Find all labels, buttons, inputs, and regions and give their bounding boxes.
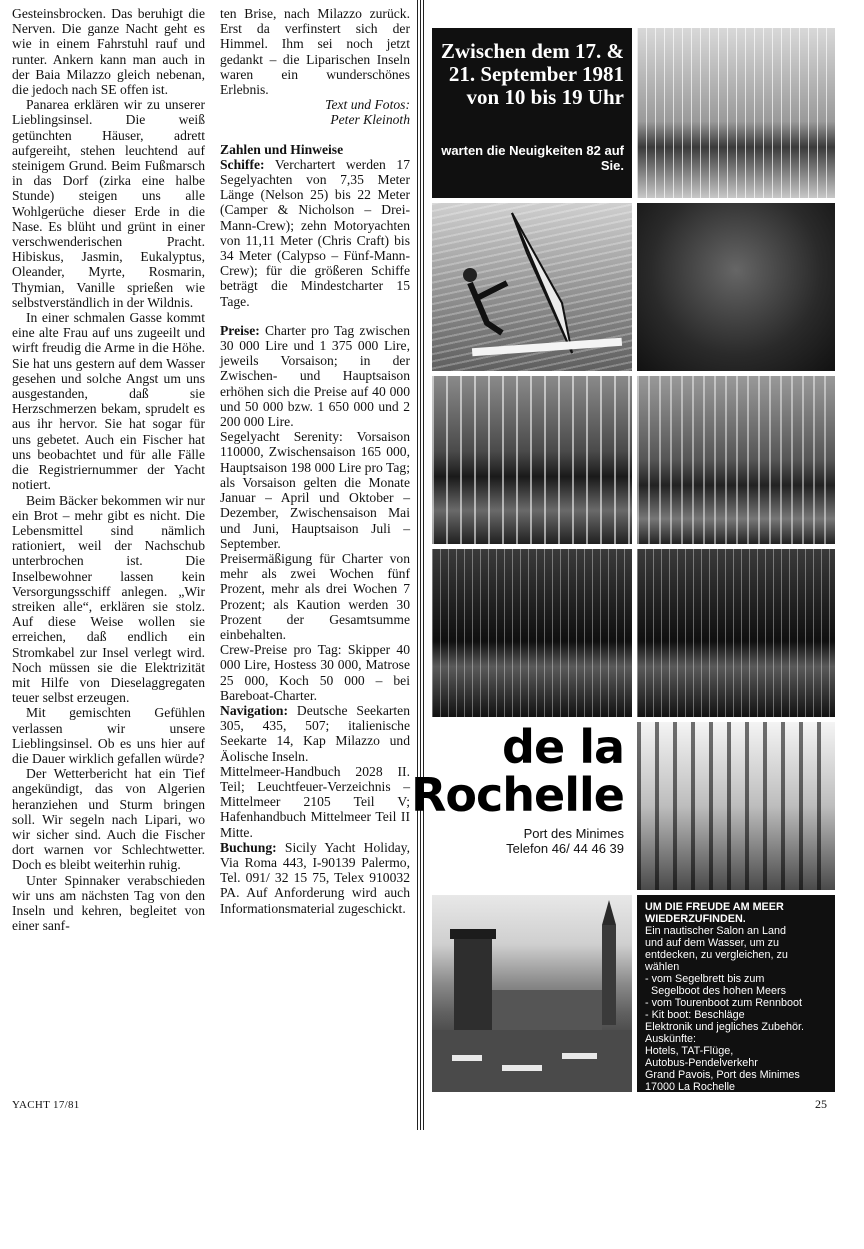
handbook-text: Mittelmeer-Handbuch 2028 II. Teil; Leuchtfeuer-Verzeichnis – Mittelmeer 2105 Teil V; Hafenhandbuch Mittelmeer Teil II Mitte.: [220, 763, 410, 840]
info-line: - vom Segelbrett bis zum: [645, 973, 765, 985]
author-name: Peter Kleinoth: [330, 112, 410, 128]
masts-photo-right: [637, 376, 835, 544]
info-line: Ein nautischer Salon an Land: [645, 925, 787, 937]
marina-photo: [637, 28, 835, 198]
info-line: - vom Tourenboot zum Rennboot: [645, 997, 803, 1009]
section-text: Charter pro Tag zwischen 30 000 Lire und 1 375 000 Lire, jeweils Vorsaison; in der Zwischen- und Hauptsaison erhöhen sich die Preise auf 40 000 und 50 000 bzw. 1 650 000 und 2 200 000 Lire.: [220, 322, 410, 430]
info-line: wählen: [645, 961, 680, 973]
ad-phone: Telefon 46/ 44 46 39: [506, 841, 624, 856]
ad-title-panel: [411, 720, 632, 890]
info-heading-line: UM DIE FREUDE AM MEER: [645, 901, 784, 913]
paragraph: Mit gemischten Gefühlen verlassen wir unsere Lieblingsinsel. Ob es uns hier auf die Dauer wirklich gefallen würde?: [12, 705, 205, 766]
ad-date-panel: [432, 28, 632, 198]
info-line: 17000 La Rochelle: [645, 1081, 736, 1093]
info-line: und auf dem Wasser, um zu: [645, 937, 780, 949]
ad-title-grand: Grand: [485, 1154, 624, 1203]
paragraph: In einer schmalen Gasse kommt eine alte Frau auf uns zugeeilt und wirft freudig die Arme in die Höhe. Sie hat uns gestern auf dem Wasser gesehen und solche Angst um uns ausgestanden, daß sie Herzschmerzen bekam, sprudelt es aus ihr hervor. Sie hat sogar für uns gebetet. Auch ein Fischer hat uns beobachtet und für alle Fälle die Registriernummer der Yacht notiert.: [12, 310, 205, 493]
paragraph: ten Brise, nach Milazzo zurück. Erst da verfinstert sich der Himmel. Ihm sei noch jetzt gedankt – die Liparischen Inseln waren ein wunderschönes Erlebnis.: [220, 6, 410, 98]
ad-subline: warten die Neuigkeiten 82 auf Sie.: [441, 143, 624, 173]
section-label: Preise:: [220, 322, 260, 338]
info-line: Segelboot des hohen Meers: [651, 985, 787, 997]
article-column-1: [12, 6, 205, 933]
info-line: Hotels, TAT-Flüge,: [645, 1045, 734, 1057]
section-text: Verchartert werden 17 Segelyachten von 7,35 Meter Länge (Nelson 25) bis 22 Meter (Camper & Nicholson – Drei-Mann-Crew); zehn Motoryachten von 11,11 Meter (Chris Craft) bis 34 Meter (Calypso – Fünf-Mann-Crew); für die größeren Schiffe beträgt die Mindestcharter 15 Tage.: [220, 156, 410, 309]
paragraph: Panarea erklären wir zu unserer Lieblingsinsel. Die weiß getünchten Häuser, adrett aufgereiht, stehen leuchtend auf steinigem Grund. Beim Fußmarsch in das Dorf (zirka eine halbe Stunde) steigen uns alle Wohlgerüche dieser Erde in die Nase. Es blüht und grünt in einer verschwenderischen Pracht. Hibiskus, Jasmin, Eukalyptus, Oleander, Myrte, Rosmarin, Thymian, Vanille sprießen wie selbstverständlich in der Wildnis.: [12, 97, 205, 310]
info-line: - Kit boot: Beschläge: [645, 1009, 745, 1021]
windsurfer-photo: [432, 203, 632, 371]
info-line: Tel. (46) 44.46.39: [645, 1093, 730, 1105]
paragraph: Unter Spinnaker verabschieden wir uns am nächsten Tag von den Inseln und kehren, begleitet von einer sanf-: [12, 872, 205, 934]
section-label: Buchung:: [220, 839, 277, 855]
section-label: Navigation:: [220, 702, 288, 718]
windsurfer-illustration: [432, 203, 632, 371]
info-line: Elektronik und jegliches Zubehör.: [645, 1021, 805, 1033]
page-number: 25: [815, 1097, 827, 1111]
info-heading-line: WIEDERZUFINDEN.: [645, 913, 746, 925]
ad-headline: Zwischen dem 17. & 21. September 1981 von 10 bis 19 Uhr: [440, 39, 624, 109]
discount-text: Preisermäßigung für Charter von mehr als zwei Wochen fünf Prozent, mehr als drei Wochen 7 Prozent; als Kaution werden 30 Prozent der Gesamtsumme einbehalten.: [220, 550, 410, 642]
ad-title-de-la: de la: [502, 720, 624, 774]
ad-port: Port des Minimes: [523, 826, 624, 841]
la-rochelle-towers-photo: [432, 895, 632, 1092]
serenity-prices: Segelyacht Serenity: Vorsaison 110000, Zwischensaison 165 000, Hauptsaison 198 000 Lire pro Tag; als Vorsaison gelten die Monate Januar – April und Oktober – Dezember, Zwischensaison Mai und Juni, Hauptsaison Juli – September.: [220, 429, 410, 551]
paragraph: Der Wetterbericht hat ein Tief angekündigt, das von Algerien heranziehen und Sturm bringen soll. Wir segeln nach Lipari, wo wir sicher sind. Auch die Fischer dort warnen vor Schlechtwetter. Doch es bleibt weiterhin ruhig.: [12, 766, 205, 873]
section-label: Schiffe:: [220, 156, 265, 172]
ad-title-rochelle: Rochelle: [411, 768, 624, 822]
magazine-folio: YACHT 17/81: [12, 1099, 80, 1111]
towers-illustration: [432, 895, 632, 1092]
preise-section: [220, 323, 410, 429]
info-line: Grand Pavois, Port des Minimes: [645, 1069, 800, 1081]
schiffe-section: [220, 157, 410, 309]
section-text: Deutsche Seekarten 305, 435, 507; italienische Seekarte 14, Kap Milazzo und Äolische Inseln.: [220, 702, 410, 764]
paragraph: Beim Bäcker bekommen wir nur ein Brot – mehr gibt es nicht. Die Lebensmittel sind nämlich rationiert, weil der Nachschub unterbrochen ist. Die Inselbewohner lassen kein Versorgungsschiff anlegen. „Wir streiken alle“, erklären sie stolz. Auf diese Weise wollen sie erreichen, daß endlich ein Stromkabel zur Insel verlegt wird. Noch müssen sie die Elektrizität mit Hilfe von Dieselaggregaten teuer selbst erzeugen.: [12, 492, 205, 706]
navigation-section: [220, 703, 410, 764]
article-column-2: [220, 6, 410, 916]
harbor-photo: [637, 203, 835, 371]
section-text: Sicily Yacht Holiday, Via Roma 443, I-90139 Palermo, Tel. 091/ 32 15 75, Telex 910032 PA. Auf Anforderung wird auch Informationsmaterial zugeschickt.: [220, 839, 410, 916]
info-line: Autobus-Pendelverkehr: [645, 1057, 758, 1069]
crew-prices: Crew-Preise pro Tag: Skipper 40 000 Lire, Hostess 30 000, Matrose 25 000, Koch 50 000 – bei Bareboat-Charter.: [220, 642, 410, 703]
crowd-masts-photo: [637, 722, 835, 890]
credit-line: Text und Fotos:: [325, 97, 410, 113]
night-harbor-photo-right: [637, 549, 835, 717]
info-box-title: Zahlen und Hinweise: [220, 141, 344, 157]
ad-title-pavois: Pavois: [476, 1200, 624, 1249]
info-line: entdecken, zu vergleichen, zu: [645, 949, 788, 961]
booking-section: [220, 840, 410, 916]
paragraph: Gesteinsbrocken. Das beruhigt die Nerven. Die ganze Nacht geht es wie in einem Fahrstuhl rauf und runter. Ankern kann man auch in der Baia Milazzo gleich nebenan, die jedoch nach SE offen ist.: [12, 6, 205, 98]
info-line: Auskünfte:: [645, 1033, 697, 1045]
masts-photo-left: [432, 376, 632, 544]
